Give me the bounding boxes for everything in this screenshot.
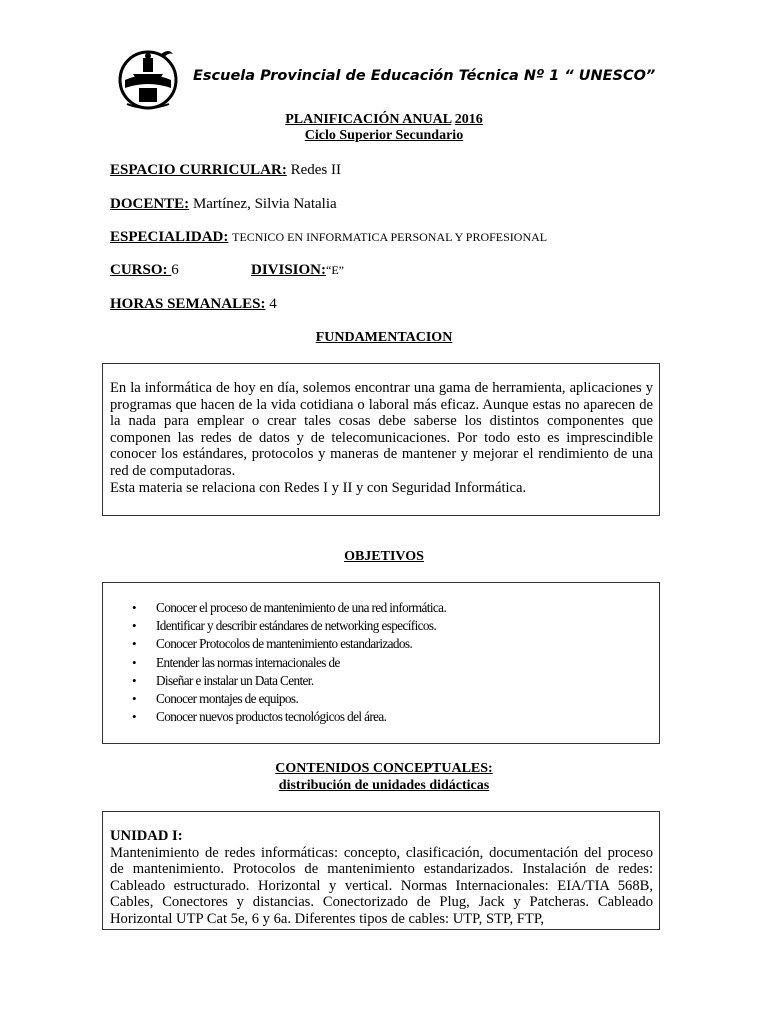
contenidos-subheading: distribución de unidades didácticas <box>278 778 490 793</box>
document-title <box>0 112 768 128</box>
objetivo-text: Diseñar e instalar un Data Center. <box>156 672 314 688</box>
field-docente <box>110 196 337 213</box>
objetivo-item <box>103 690 659 708</box>
unidad-box <box>102 811 660 930</box>
bullet-icon: • <box>132 654 136 670</box>
bullet-icon: • <box>132 600 136 615</box>
field-espacio <box>110 162 341 179</box>
curso-value: 6 <box>171 262 179 278</box>
division-label: DIVISION: <box>251 262 327 278</box>
title-year: 2016 <box>454 112 483 127</box>
title-subtitle: Ciclo Superior Secundario <box>304 128 464 143</box>
objetivo-item <box>103 599 659 617</box>
bullet-icon: • <box>132 672 136 688</box>
objetivo-text: Entender las normas internacionales de <box>156 654 340 670</box>
fundamentacion-relation: Esta materia se relaciona con Redes I y II y con Seguridad Informática. <box>110 479 527 496</box>
objetivo-item <box>103 672 659 690</box>
objetivos-list <box>103 599 659 726</box>
especialidad-value: TECNICO EN INFORMATICA PERSONAL Y PROFESIONAL <box>232 230 548 244</box>
bullet-icon: • <box>132 636 136 652</box>
objetivo-item <box>103 617 659 635</box>
objetivo-item <box>103 654 659 672</box>
objetivos-box <box>102 582 660 744</box>
contenidos-heading: CONTENIDOS CONCEPTUALES: <box>275 761 493 776</box>
unit-text: Mantenimiento de redes informáticas: concepto, clasificación, documentación del proceso de mantenimiento. Protocolos de mantenimiento estandarizados. Instalación de redes: Cableado estructurado. Horizontal y vertical. Normas Internacionales: EIA/TIA 568B, Cables, Conectores y distancias. Conectorizado de Plug, Jack y Patcheras. Cableado Horizontal UTP Cat 5e, 6 y 6a. Diferentes tipos de cables: UTP, STP, FTP, <box>110 844 653 927</box>
horas-label: HORAS SEMANALES: <box>110 296 266 312</box>
objetivo-text: Conocer nuevos productos tecnológicos del área. <box>156 709 387 725</box>
docente-label: DOCENTE: <box>110 196 190 212</box>
curso-label: CURSO: <box>110 262 172 278</box>
objetivo-text: Conocer montajes de equipos. <box>156 691 299 707</box>
docente-value: Martínez, Silvia Natalia <box>192 196 337 212</box>
espacio-label: ESPACIO CURRICULAR: <box>110 162 287 178</box>
fundamentacion-heading: FUNDAMENTACION <box>315 330 453 345</box>
school-name: Escuela Provincial de Educación Técnica Nº 1 “ UNESCO” <box>193 68 656 84</box>
horas-value: 4 <box>269 296 277 312</box>
unit-title: UNIDAD I: <box>110 828 183 844</box>
objetivo-text: Conocer Protocolos de mantenimiento estandarizados. <box>156 636 413 652</box>
field-division <box>251 262 344 279</box>
especialidad-label: ESPECIALIDAD: <box>110 229 229 245</box>
bullet-icon: • <box>132 618 136 634</box>
fundamentacion-box <box>102 363 660 516</box>
objetivos-heading: OBJETIVOS <box>344 549 424 564</box>
division-value: “E” <box>326 263 344 277</box>
field-especialidad <box>110 229 547 246</box>
objetivo-item <box>103 708 659 726</box>
field-curso <box>110 262 179 279</box>
bullet-icon: • <box>132 709 136 725</box>
field-horas <box>110 296 277 313</box>
objetivo-text: Identificar y describir estándares de networking específicos. <box>156 618 437 634</box>
bullet-icon: • <box>132 691 136 707</box>
title-main: PLANIFICACIÓN ANUAL <box>285 112 452 127</box>
objetivo-text: Conocer el proceso de mantenimiento de una red informática. <box>156 600 447 615</box>
fundamentacion-paragraph: En la informática de hoy en día, solemos encontrar una gama de herramienta, aplicaciones y programas que hacen de la vida cotidiana o laboral más eficaz. Aunque estas no aparecen de la nada para emplear o crear tales cosas debe saberse los distintos componentes que componen las redes de datos y de telecomunicaciones. Por todo esto es imprescindible conocer los estándares, protocolos y maneras de mantener y mejorar el rendimiento de una red de computadoras. <box>110 380 653 479</box>
school-logo-icon <box>113 44 183 110</box>
espacio-value: Redes II <box>290 162 341 178</box>
objetivo-item <box>103 635 659 653</box>
